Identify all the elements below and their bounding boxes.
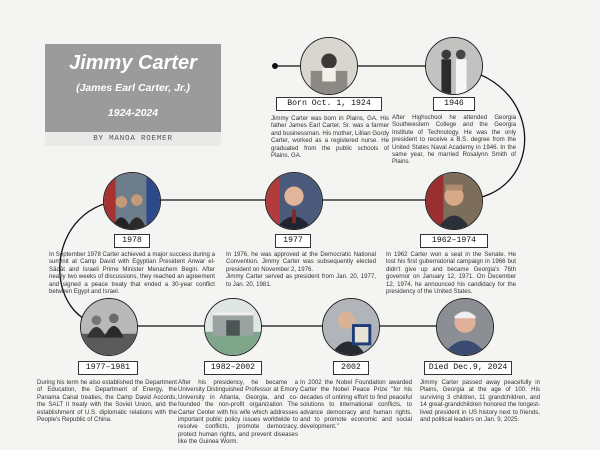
event-text-died: Jimmy Carter passed away peacefully in Plains, Georgia at the age of 100. His surviving 3 children, 11 grandchildren, and 14 great-grandchildren honored the longest-lived president in US history next to friends, and political leaders on Jan. 9, 2025. [420, 379, 540, 424]
event-label-2002: 2002 [333, 361, 369, 375]
wedding-couple-photo [425, 37, 483, 95]
event-text-1946: After Highschool he attended Georgia Southwestern College and the Georgia Institute of Technology. He was the only president to receive a B.S. degree from the United States Naval Academy in 1946. In the same year, he married Rosalynn Smith of Plains. [392, 114, 516, 166]
event-text-1977: In 1976, he was approved at the Democratic National Convention. Jimmy Carter was subsequently elected president on November 2, 1976. Jimmy Carter served as president from Jan. 20, 1977, to Jan. 20, 1981. [226, 251, 376, 288]
child-portrait-photo [300, 37, 358, 95]
nobel-prize-photo [322, 298, 380, 356]
event-label-born: Born Oct. 1, 1924 [276, 97, 382, 111]
life-years: 1924-2024 [107, 107, 159, 119]
carter-center-building-photo [204, 298, 262, 356]
title-banner [45, 44, 221, 132]
event-label-1962-1974: 1962–1974 [420, 234, 488, 248]
event-label-1977: 1977 [275, 234, 311, 248]
event-text-1978: In September 1978 Carter achieved a major success during a summit at Camp David with Egyptian President Anwar el-Sādāt and Israeli Prime Minister Menachem Begin. After nearly two weeks of discussions, they reached an agreement and signed a peace treaty that ended a 30-year conflict between Egypt and Israel. [49, 251, 215, 296]
treaty-signing-photo [80, 298, 138, 356]
presidential-portrait-photo [265, 172, 323, 230]
event-label-1982-2002: 1982–2002 [204, 361, 262, 375]
event-text-2002: In 2002 the Nobel Foundation awarded Carter the Nobel Peace Prize "for his decades of untiring effort to find peaceful solutions to international conflicts, to advance democracy and human rights, and to promote economic and social development." [300, 379, 412, 431]
camp-david-summit-photo [103, 172, 161, 230]
event-text-1982-2002: After his presidency, he became a University Distinguished Professor at Emory University in Atlanta, Georgia, and co-founded the non-profit organization The Carter Center with his wife which addresses important public policy issues worldwide to resolve conflicts, promote democracy, protect human rights, and prevent diseases like the Guinea Worm. [178, 379, 298, 446]
event-label-died: Died Dec.9, 2024 [424, 361, 512, 375]
event-text-born: Jimmy Carter was born in Plains, GA. His father James Earl Carter, Sr. was a farmer and businessman. His mother, Lillian Gordy Carter, worked as a registered nurse. He graduated from the public schools of Plains, GA. [271, 115, 389, 160]
event-label-1946: 1946 [433, 97, 475, 111]
event-label-1977-1981: 1977–1981 [78, 361, 138, 375]
full-name: (James Earl Carter, Jr.) [76, 82, 190, 94]
event-text-1962-1974: In 1962 Carter won a seat in the Senate. He lost his first gubernatorial campaign in 1966 but didn't give up and became Georgia's 76th governor on January 12, 1971. On December 12, 1974, he announced his candidacy for the presidency of the United States. [386, 251, 516, 296]
event-label-1978: 1978 [114, 234, 150, 248]
author-byline: BY MANOA ROEMER [45, 132, 221, 146]
page-title: Jimmy Carter [69, 52, 197, 74]
event-text-1977-1981: During his term he also established the Department of Education, the Department of Energy, the Panama Canal treaties, the Camp David Accords, the SALT II treaty with the Soviet Union, and the establishment of U.S. diplomatic relations with the People's Republic of China. [37, 379, 177, 424]
governor-portrait-photo [425, 172, 483, 230]
elderly-portrait-photo [436, 298, 494, 356]
